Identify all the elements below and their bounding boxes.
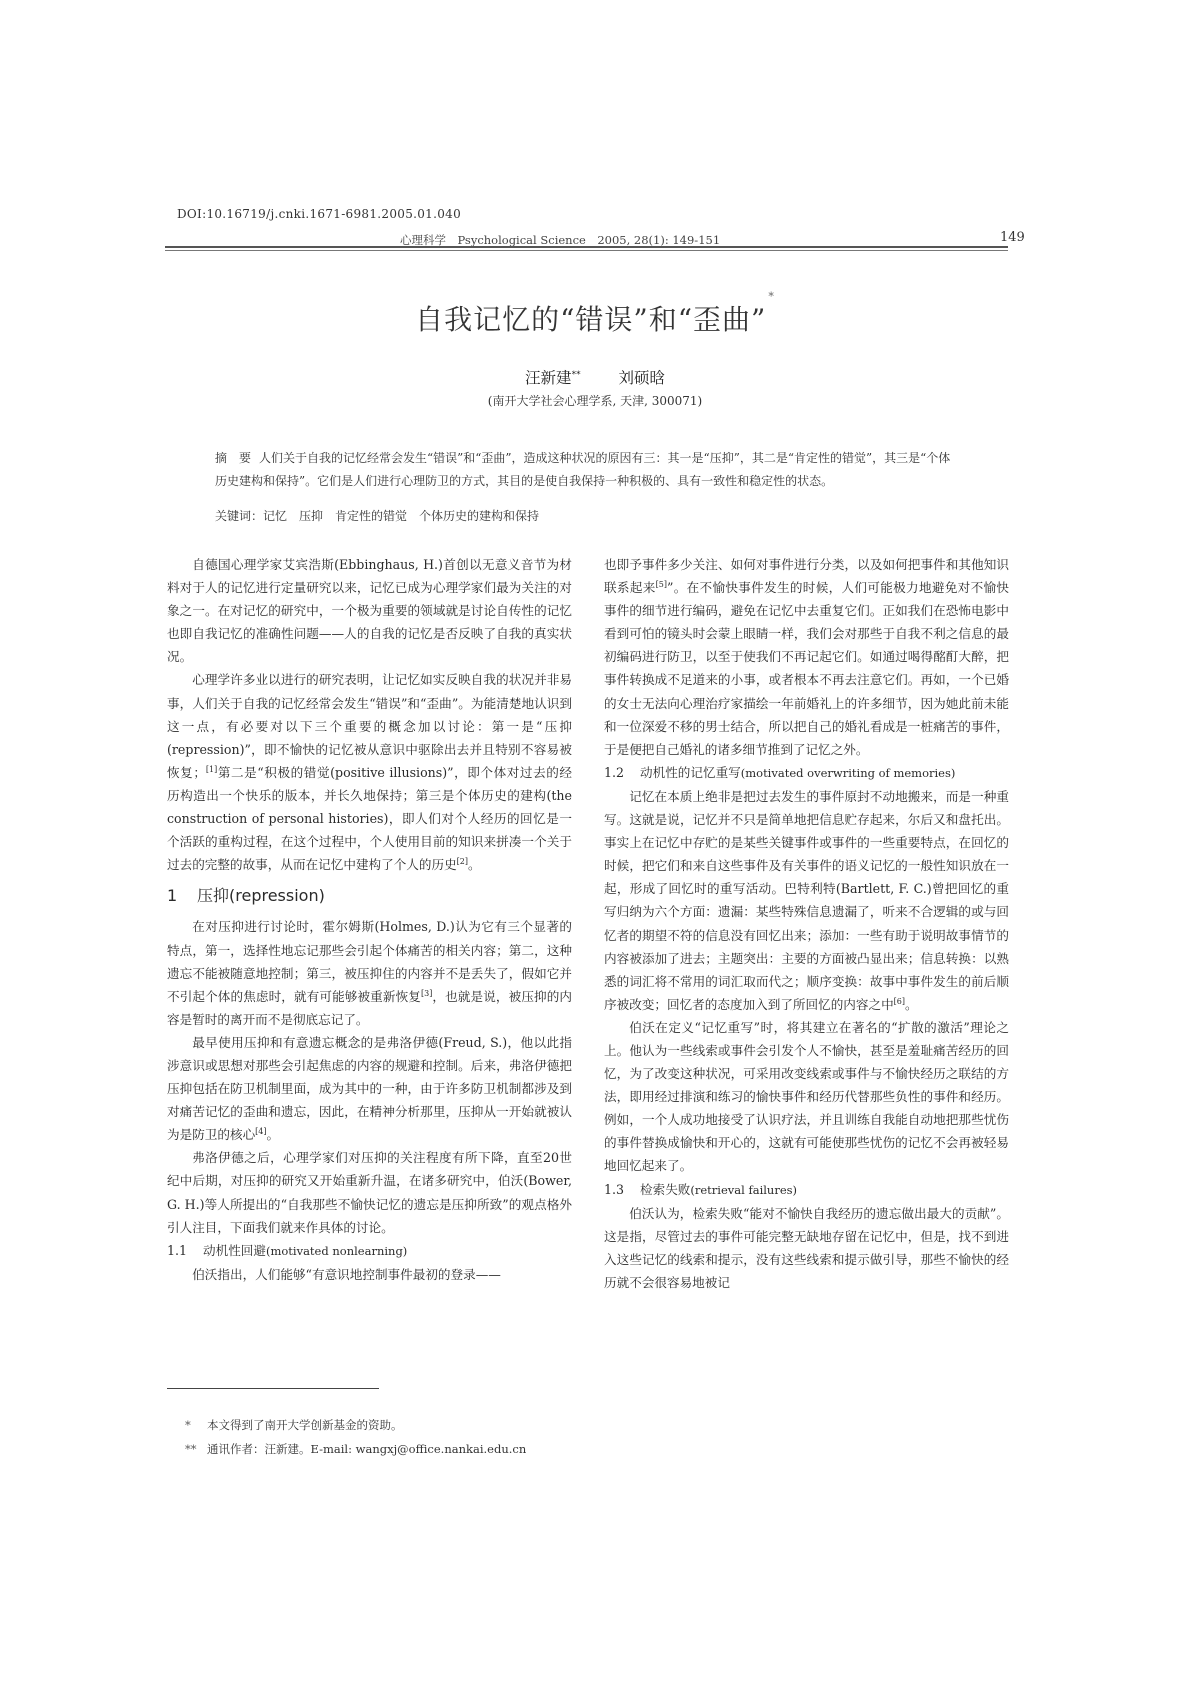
- paragraph: 也即予事件多少关注、如何对事件进行分类，以及如何把事件和其他知识联系起来[5]”。在不愉快事件发生的时候，人们可能极力地避免对不愉快事件的细节进行编码，避免在记忆中去重复它们。正如我们在恐怖电影中看到可怕的镜头时会蒙上眼睛一样，我们会对那些于自我不利之信息的最初编码进行防卫，以至于使我们不再记起它们。如通过喝得酩酊大醉，把事件转换成不足道来的小事，或者根本不再去注意它们。再如，一个已婚的女士无法向心理治疗家描绘一年前婚礼上的许多细节，因为她此前未能和一位深爱不移的男士结合，所以把自己的婚礼看成是一桩痛苦的事件，于是便把自己婚礼的诸多细节推到了记忆之外。: [604, 557, 1009, 757]
- paragraph: 记忆在本质上绝非是把过去发生的事件原封不动地搬来，而是一种重写。这就是说，记忆并不只是简单地把信息贮存起来，尔后又和盘托出。事实上在记忆中存贮的是某些关键事件或事件的一些重要特点，在回忆的时候，把它们和来自这些事件及有关事件的语义记忆的一般性知识放在一起，形成了回忆时的重写活动。巴特利特(Bartlett, F. C.)曾把回忆的重写归纳为六个方面：遗漏：某些特殊信息遗漏了，听来不合逻辑的或与回忆者的期望不符的信息没有回忆出来；添加：一些有助于说明故事情节的内容被添加了进去；主题突出：主要的方面被凸显出来；信息转换：以熟悉的词汇将不常用的词汇取而代之；顺序变换：故事中事件发生的前后顺序被改变；回忆者的态度加入到了所回忆的内容之中[6]。: [604, 788, 1009, 1012]
- author-name: 刘硕晗: [618, 369, 665, 387]
- article-title-block: [0, 290, 1190, 338]
- author-footnote-mark: **: [571, 369, 581, 380]
- doi-line: DOI:10.16719/j.cnki.1671-6981.2005.01.040: [177, 207, 462, 221]
- abstract-label: 摘 要: [215, 451, 252, 465]
- section-heading: 1 压抑(repression): [167, 886, 325, 906]
- footnote-rule: [167, 1388, 379, 1389]
- subsection-heading: 1.1 动机性回避(motivated nonlearning): [167, 1242, 408, 1258]
- citation: [3]: [420, 988, 433, 998]
- affiliation: (南开大学社会心理学系, 天津, 300071): [487, 394, 703, 408]
- citation: [2]: [456, 857, 468, 867]
- running-head: 心理科学 Psychological Science 2005, 28(1): 149-151: [400, 233, 721, 247]
- citation: [4]: [255, 1127, 267, 1137]
- citation: [1]: [205, 764, 218, 774]
- author-name: 汪新建: [525, 369, 572, 387]
- abstract: [215, 447, 955, 493]
- paragraph: 最早使用压抑和有意遗忘概念的是弗洛伊德(Freud, S.)，他以此指涉意识或思想对那些会引起焦虑的内容的规避和控制。后来，弗洛伊德把压抑包括在防卫机制里面，成为其中的一种，由于许多防卫机制都涉及到对痛苦记忆的歪曲和遗忘，因此，在精神分析那里，压抑从一开始就被认为是防卫的核心[4]。: [167, 1034, 572, 1143]
- header-rule: [165, 250, 1008, 251]
- footnote: * 本文得到了南开大学创新基金的资助。: [185, 1418, 403, 1432]
- title-footnote-mark: *: [768, 290, 775, 303]
- paragraph: 自德国心理学家艾宾浩斯(Ebbinghaus, H.)首创以无意义音节为材料对于人的记忆进行定量研究以来，记忆已成为心理学家们最为关注的对象之一。在对记忆的研究中，一个极为重要的领域就是讨论自传性的记忆也即自我记忆的准确性问题——人的自我的记忆是否反映了自我的真实状况。: [167, 557, 572, 665]
- subsection-heading: 1.2 动机性的记忆重写(motivated overwriting of memories): [604, 764, 956, 780]
- body-column-right: [604, 553, 1009, 1294]
- keywords-text: 记忆 压抑 肯定性的错觉 个体历史的建构和保持: [263, 509, 540, 523]
- abstract-text: 人们关于自我的记忆经常会发生“错误”和“歪曲”，造成这种状况的原因有三：其一是“压抑”，其二是“肯定性的错觉”，其三是“个体历史建构和保持”。它们是人们进行心理防卫的方式，其目的是使自我保持一种积极的、具有一致性和稳定性的状态。: [215, 451, 951, 488]
- citation: [6]: [893, 996, 905, 1006]
- body-column-left: [167, 553, 572, 1286]
- keywords-label: 关键词：: [215, 509, 264, 523]
- article-title: 自我记忆的“错误”和“歪曲”: [415, 303, 767, 336]
- paragraph: 在对压抑进行讨论时，霍尔姆斯(Holmes, D.)认为它有三个显著的特点，第一，选择性地忘记那些会引起个体痛苦的相关内容；第二，这种遗忘不能被随意地控制；第三，被压抑住的内容并不是丢失了，假如它并不引起个体的焦虑时，就有可能够被重新恢复[3]，也就是说，被压抑的内容是暂时的离开而不是彻底忘记了。: [167, 919, 573, 1027]
- citation: [5]: [655, 579, 667, 589]
- paragraph: 弗洛伊德之后，心理学家们对压抑的关注程度有所下降，直至20世纪中后期，对压抑的研究又开始重新升温，在诸多研究中，伯沃(Bower, G. H.)等人所提出的“自我那些不愉快记忆的遗忘是压抑所致”的观点格外引人注目，下面我们就来作具体的讨论。: [167, 1150, 572, 1235]
- paragraph: 心理学许多业以进行的研究表明，让记忆如实反映自我的状况并非易事，人们关于自我的记忆经常会发生“错误”和“歪曲”。为能清楚地认识到这一点，有必要对以下三个重要的概念加以讨论：第一是“压抑(repression)”，即不愉快的记忆被从意识中驱除出去并且特别不容易被恢复；[1]第二是“积极的错觉(positive illusions)”，即个体对过去的经历构造出一个快乐的版本，并长久地保持；第三是个体历史的建构(the construction of personal histories)，即人们对个人经历的回忆是一个活跃的重构过程，在这个过程中，个人使用目前的知识来拼凑一个关于过去的完整的故事，从而在记忆中建构了个人的历史[2]。: [167, 672, 573, 873]
- page-number: 149: [1000, 230, 1025, 245]
- author-list: [0, 366, 1190, 388]
- footnote: ** 通讯作者：汪新建。E-mail: wangxj@office.nankai.edu.cn: [185, 1442, 527, 1456]
- subsection-heading: 1.3 检索失败(retrieval failures): [604, 1181, 798, 1197]
- paragraph: 伯沃认为，检索失败“能对不愉快自我经历的遗忘做出最大的贡献”。这是指，尽管过去的事件可能完整无缺地存留在记忆中，但是，找不到进入这些记忆的线索和提示，没有这些线索和提示做引导，那些不愉快的经历就不会很容易地被记: [604, 1205, 1009, 1290]
- keywords: [215, 507, 955, 524]
- paragraph: 伯沃在定义“记忆重写”时，将其建立在著名的“扩散的激活”理论之上。他认为一些线索或事件会引发个人不愉快，甚至是羞耻痛苦经历的回忆，为了改变这种状况，可采用改变线索或事件与不愉快经历之联结的方法，即用经过排演和练习的愉快事件和经历代替那些负性的事件和经历。例如，一个人成功地接受了认识疗法，并且训练自我能自动地把那些忧伤的事件替换成愉快和开心的，这就有可能使那些忧伤的记忆不会再被轻易地回忆起来了。: [604, 1019, 1009, 1174]
- header-rule: [165, 246, 1008, 248]
- paragraph: 伯沃指出，人们能够“有意识地控制事件最初的登录——: [192, 1266, 501, 1282]
